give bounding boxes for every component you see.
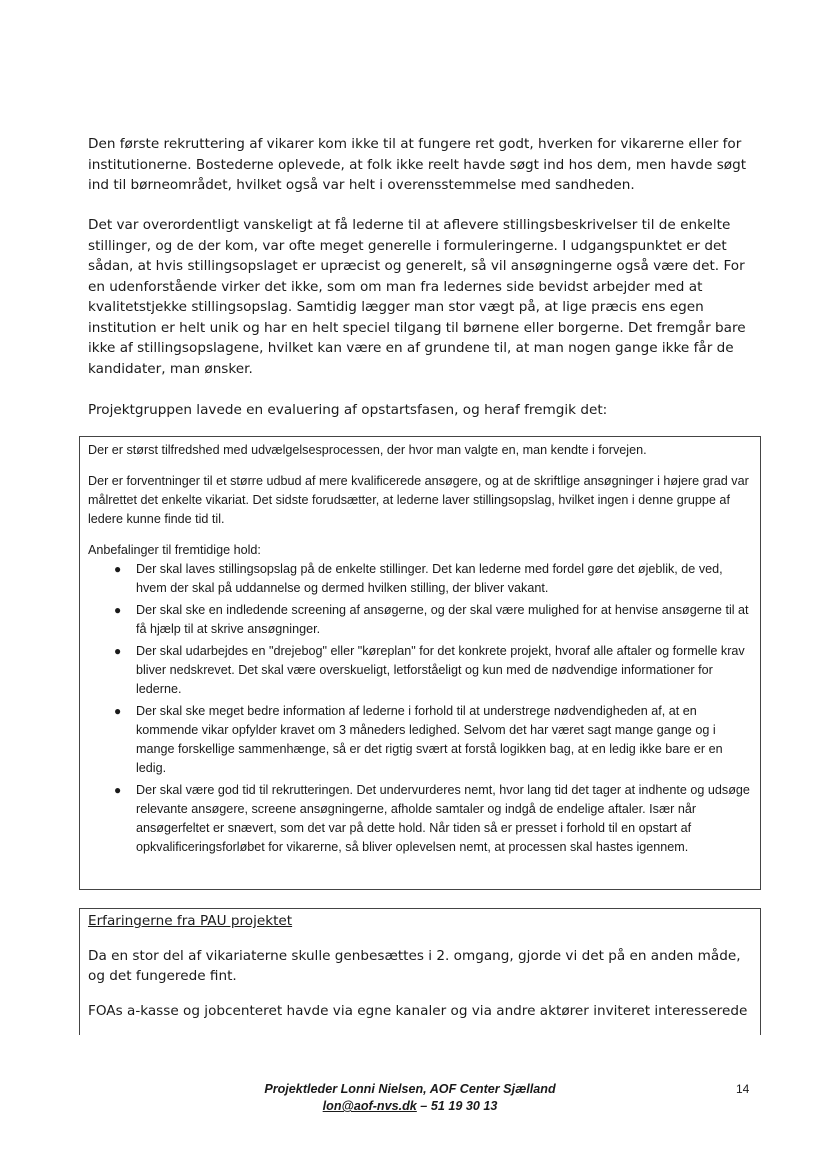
recommendation-text: Der skal udarbejdes en "drejebog" eller "køreplan" for det konkrete projekt, hvoraf alle aftaler og formelle krav bliver nedskrevet. Det skal være overskueligt, letforståeligt og kun med de nødvendige informationer for lederne. (136, 644, 745, 696)
bullet-icon: ● (114, 644, 122, 658)
footer-contact (200, 1098, 620, 1115)
recommendation-text: Der skal ske meget bedre information af lederne i forhold til at understrege nødvendigheden af, at en kommende vikar opfylder kravet om 3 måneders ledighed. Selvom det har været sagt mange gange og i mange forskellige sammenhænge, så er det rigtig svært at forstå logikken bag, at en ledig ikke bare er en ledig. (136, 704, 723, 775)
evaluation-box (79, 436, 761, 890)
recommendations-heading: Anbefalinger til fremtidige hold: (88, 543, 261, 557)
pau-paragraph-2: FOAs a-kasse og jobcenteret havde via egne kanaler og via andre aktører inviteret interesserede (88, 1002, 748, 1019)
bullet-icon: ● (114, 783, 122, 797)
recommendation-text: Der skal ske en indledende screening af ansøgerne, og der skal være mulighed for at henvise ansøgerne til at få hjælp til at skrive ansøgninger. (136, 603, 749, 636)
pau-paragraph-1: Da en stor del af vikariaterne skulle genbesættes i 2. omgang, gjorde vi det på en anden måde, og det fungerede fint. (88, 947, 741, 984)
list-item (88, 601, 750, 639)
bullet-icon: ● (114, 562, 122, 576)
evaluation-line-2: Der er forventninger til et større udbud af mere kvalificerede ansøgere, og at de skriftlige ansøgninger i højere grad var målrettet det enkelte vikariat. Det sidste forudsætter, at lederne laver stillingsopslag, hvilket ingen i denne gruppe af ledere kunne finde tid til. (88, 474, 749, 526)
body-paragraph-1: Den første rekruttering af vikarer kom ikke til at fungere ret godt, hverken for vikarerne eller for institutionerne. Bostederne oplevede, at folk ikke reelt havde søgt ind hos dem, men havde søgt ind til børneområdet, hvilket også var helt i overensstemmelse med sandheden. (88, 136, 747, 193)
recommendation-text: Der skal laves stillingsopslag på de enkelte stillinger. Det kan lederne med fordel gøre det øjeblik, de ved, hvem der skal på uddannelse og dermed hvilken stilling, der bliver vakant. (136, 562, 723, 595)
evaluation-line-1: Der er størst tilfredshed med udvælgelsesprocessen, der hvor man valgte en, man kendte i forvejen. (88, 443, 647, 457)
body-paragraph-2: Det var overordentligt vanskeligt at få lederne til at aflevere stillingsbeskrivelser til de enkelte stillinger, og de der kom, var ofte meget generelle i formuleringerne. I udgangspunktet er det sådan, at hvis stillingsopslaget er upræcist og generelt, så vil ansøgningerne også være det. For en udenforstående virker det ikke, som om man fra ledernes side bevidst arbejder med at kvalitetstjekke stillingsopslag. Samtidig lægger man stor vægt på, at lige præcis ens egen institution er helt unik og har en helt speciel tilgang til børnene eller borgerne. Det fremgår bare ikke af stillingsopslagene, hvilket kan være en af grundene til, at man nogen gange ikke får de kandidater, man ønsker. (88, 217, 746, 377)
body-paragraph-3: Projektgruppen lavede en evaluering af opstartsfasen, og heraf fremgik det: (88, 402, 608, 418)
list-item (88, 642, 750, 699)
footer-author: Projektleder Lonni Nielsen, AOF Center Sjælland (264, 1082, 556, 1096)
footer-phone: – 51 19 30 13 (416, 1099, 498, 1113)
pau-heading: Erfaringerne fra PAU projektet (88, 913, 293, 929)
page-number: 14 (736, 1082, 750, 1096)
list-item (88, 702, 750, 778)
page-footer (200, 1081, 620, 1115)
recommendations-list (88, 560, 750, 857)
bullet-icon: ● (114, 704, 122, 718)
bullet-icon: ● (114, 603, 122, 617)
footer-email-link[interactable]: lon@aof-nvs.dk (322, 1099, 417, 1113)
recommendation-text: Der skal være god tid til rekrutteringen. Det undervurderes nemt, hvor lang tid det tager at indhente og udsøge relevante ansøgere, screene ansøgningerne, afholde samtaler og indgå de endelige aftaler. Især når ansøgerfeltet er snævert, som det var på dette hold. Når tiden så er presset i forhold til en opstart af opkvalificeringsforløbet for vikarerne, så bliver oplevelsen nemt, at processen skal hastes igennem. (136, 783, 750, 854)
list-item (88, 560, 750, 598)
pau-experience-box (79, 908, 761, 1035)
list-item (88, 781, 750, 857)
